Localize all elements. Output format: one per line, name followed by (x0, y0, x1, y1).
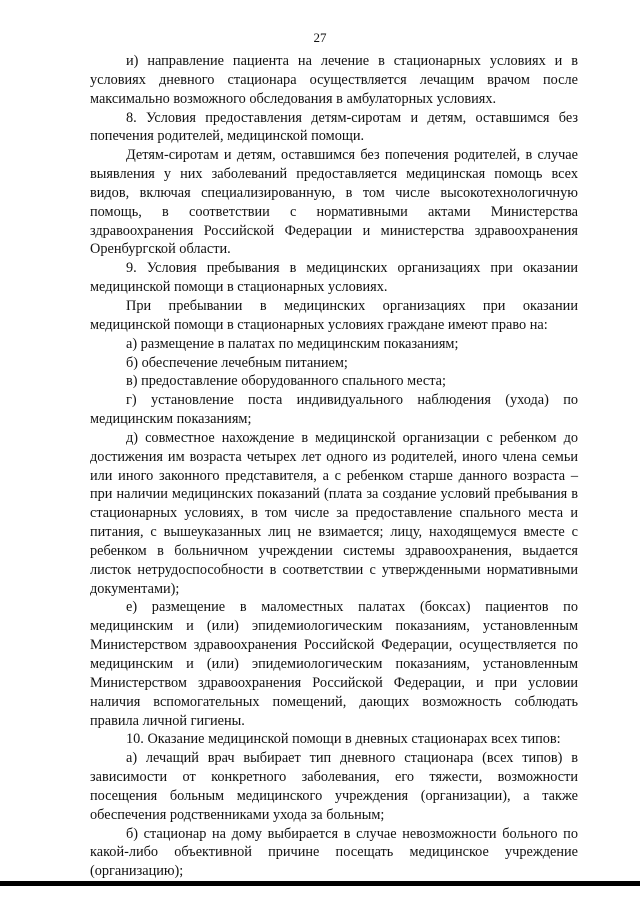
bottom-rule (0, 881, 640, 886)
section-8-heading: 8. Условия предоставления детям-сиротам и детям, оставшимся без попечения родителей, медицинской помощи. (90, 109, 578, 145)
paragraph-referral: и) направление пациента на лечение в стационарных условиях и в условиях дневного стационара осуществляется лечащим врачом после максимально возможного обследования в амбулаторных условиях. (90, 53, 578, 107)
list-item-g: г) установление поста индивидуального наблюдения (ухода) по медицинским показаниям; (90, 392, 578, 428)
document-body (90, 52, 578, 881)
list-item-e: е) размещение в маломестных палатах (боксах) пациентов по медицинским и (или) эпидемиологическим показаниям, установленным Министерством здравоохранения Российской Федерации, осуществляется по медицинским и (или) эпидемиологическим показаниям, установленным Министерством здравоохранения Российской Федерации, и при условии наличия вспомогательных помещений, дающих возможность соблюдать правила личной гигиены. (90, 599, 578, 729)
list-item-v: в) предоставление оборудованного спального места; (126, 373, 446, 390)
section-9-heading: 9. Условия пребывания в медицинских организациях при оказании медицинской помощи в стационарных условиях. (90, 260, 578, 296)
list-item-d: д) совместное нахождение в медицинской организации с ребенком до достижения им возраста четырех лет одного из родителей, иного члена семьи или иного законного представителя, а с ребенком старше данного возраста – при наличии медицинских показаний (плата за создание условий пребывания в стационарных условиях, в том числе за предоставление спального места и питания, с вышеуказанных лиц не взимается; лицу, находящемуся вместе с ребенком в больничном учреждении системы здравоохранения, выдается листок нетрудоспособности в соответствии с утвержденными нормативными документами); (90, 429, 578, 597)
list-item-b: б) обеспечение лечебным питанием; (126, 354, 348, 371)
list-item-a: а) размещение в палатах по медицинским показаниям; (126, 335, 459, 352)
section-10-item-b: б) стационар на дому выбирается в случае невозможности больного по какой-либо объективной причине посещать медицинское учреждение (организацию); (90, 825, 578, 880)
section-10-heading: 10. Оказание медицинской помощи в дневных стационарах всех типов: (126, 731, 561, 748)
paragraph-orphans-care: Детям-сиротам и детям, оставшимся без попечения родителей, в случае выявления у них заболеваний предоставляется медицинская помощь всех видов, включая специализированную, в том числе высокотехнологичную помощь, в соответствии с нормативными актами Министерства здравоохранения Российской Федерации и министерства здравоохранения Оренбургской области. (90, 147, 578, 258)
paragraph-rights-intro: При пребывании в медицинских организациях при оказании медицинской помощи в стационарных условиях граждане имеют право на: (90, 297, 578, 333)
section-10-item-a: а) лечащий врач выбирает тип дневного стационара (всех типов) в зависимости от конкретного заболевания, его тяжести, возможности посещения больным медицинского учреждения (организации), а также обеспечения родственниками ухода за больным; (90, 750, 578, 823)
page-number: 27 (313, 30, 327, 45)
